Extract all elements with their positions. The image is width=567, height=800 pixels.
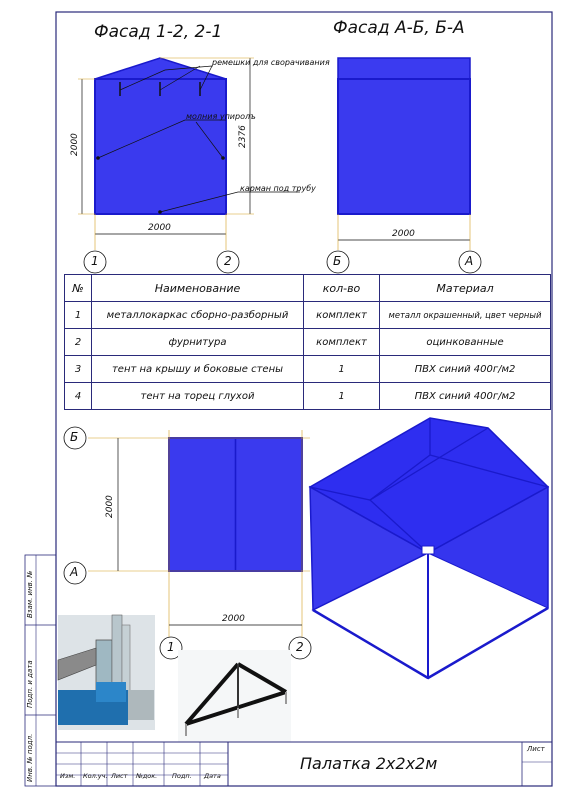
photo-roof-truss xyxy=(178,650,291,742)
row-num: 3 xyxy=(65,356,92,383)
row-name: металлокаркас сборно-разборный xyxy=(92,302,304,329)
axis-b-label: Б xyxy=(333,254,342,268)
callout-zipper: молния упиролъ xyxy=(186,112,256,121)
row-num: 4 xyxy=(65,383,92,410)
row-material: металл окрашенный, цвет черный xyxy=(380,302,551,329)
table-header-row xyxy=(65,275,551,302)
header-material: Материал xyxy=(380,275,551,302)
stamp-col-ndok: №док. xyxy=(136,772,158,780)
stamp-col-podp: Подп. xyxy=(172,772,192,780)
callout-pocket: карман под трубу xyxy=(240,184,316,193)
stamp-col-izm: Изм. xyxy=(60,772,76,780)
axis-a-label: А xyxy=(465,254,474,268)
facade-12-width-dim: 2000 xyxy=(148,223,171,233)
facade-12-view xyxy=(78,58,300,273)
row-qty: комплект xyxy=(304,329,380,356)
row-qty: 1 xyxy=(304,383,380,410)
plan-axis-b-label: Б xyxy=(70,430,79,444)
row-name: тент на крышу и боковые стены xyxy=(92,356,304,383)
axis-2-label: 2 xyxy=(224,254,232,268)
row-material: ПВХ синий 400г/м2 xyxy=(380,383,551,410)
row-num: 2 xyxy=(65,329,92,356)
iso-view xyxy=(310,418,548,678)
side-label-podp: Подп. и дата xyxy=(26,660,34,708)
row-num: 1 xyxy=(65,302,92,329)
row-name: тент на торец глухой xyxy=(92,383,304,410)
side-label-vzam: Взам. инв. № xyxy=(26,570,34,618)
stamp-col-data: Дата xyxy=(204,772,221,780)
header-name: Наименование xyxy=(92,275,304,302)
row-qty: комплект xyxy=(304,302,380,329)
table-row xyxy=(65,356,551,383)
row-qty: 1 xyxy=(304,356,380,383)
row-material: оцинкованные xyxy=(380,329,551,356)
plan-depth-dim: 2000 xyxy=(105,495,115,518)
row-name: фурнитура xyxy=(92,329,304,356)
specification-table xyxy=(64,274,551,410)
facade-height-dim: 2000 xyxy=(70,133,80,156)
table-row xyxy=(65,383,551,410)
side-label-inv: Инв. № подл. xyxy=(26,733,34,782)
plan-axis-2-label: 2 xyxy=(296,640,304,654)
row-material: ПВХ синий 400г/м2 xyxy=(380,356,551,383)
plan-axis-a-label: А xyxy=(70,565,79,579)
callout-straps: ремешки для сворачивания xyxy=(212,58,330,67)
sheet-label: Лист xyxy=(527,745,545,753)
axis-1-label: 1 xyxy=(91,254,99,268)
facade-12-title: Фасад 1-2, 2-1 xyxy=(94,22,223,42)
table-row xyxy=(65,302,551,329)
photo-frame-joint xyxy=(58,615,155,730)
header-num: № xyxy=(65,275,92,302)
header-qty: кол-во xyxy=(304,275,380,302)
plan-width-dim: 2000 xyxy=(222,614,245,624)
facade-ridge-dim: 2376 xyxy=(238,125,248,148)
plan-axis-1-label: 1 xyxy=(167,640,175,654)
stamp-col-koluch: Кол.уч. xyxy=(83,772,108,780)
facade-ab-title: Фасад А-Б, Б-А xyxy=(333,18,465,38)
table-row xyxy=(65,329,551,356)
facade-ab-view xyxy=(327,58,481,273)
facade-ab-width-dim: 2000 xyxy=(392,229,415,239)
drawing-title: Палатка 2х2х2м xyxy=(300,754,438,773)
stamp-col-list: Лист xyxy=(111,772,128,780)
